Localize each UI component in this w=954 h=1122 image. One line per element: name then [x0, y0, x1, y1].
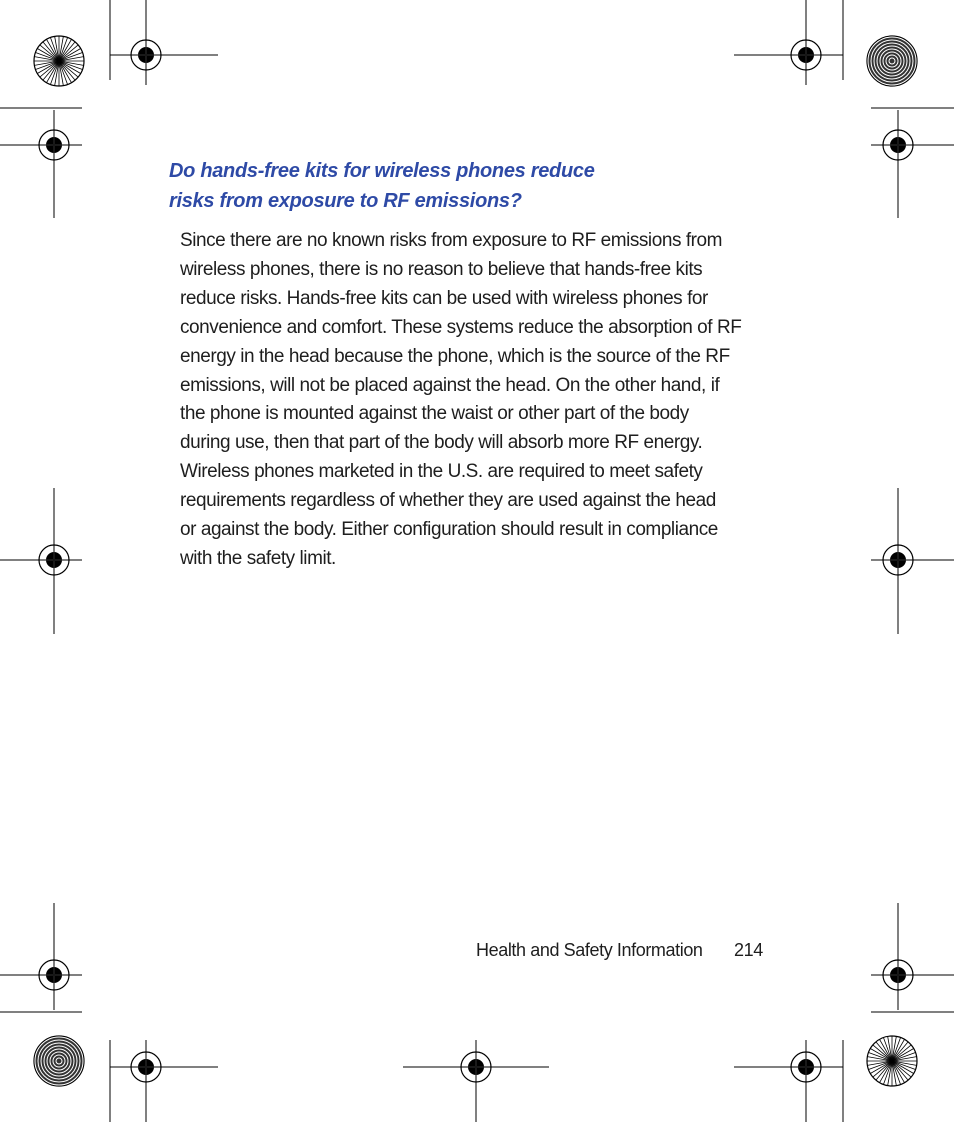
color-target-icon [34, 36, 84, 86]
color-target-icon [867, 36, 917, 86]
color-target-icon [34, 1036, 84, 1086]
paragraph-line: requirements regardless of whether they are used against the head [180, 490, 716, 512]
paragraph-line: wireless phones, there is no reason to believe that hands-free kits [180, 258, 703, 280]
paragraph-line: with the safety limit. [180, 547, 336, 569]
paragraph-line: or against the body. Either configuration should result in compliance [180, 519, 718, 541]
paragraph-line: during use, then that part of the body will absorb more RF energy. [180, 432, 703, 454]
color-target-icon [867, 1036, 917, 1086]
paragraph-line: Since there are no known risks from exposure to RF emissions from [180, 230, 723, 251]
page-number: 214 [734, 940, 763, 960]
paragraph-line: energy in the head because the phone, which is the source of the RF [180, 345, 730, 367]
question-heading-line-1: Do hands-free kits for wireless phones reduce [169, 160, 595, 182]
paragraph-line: the phone is mounted against the waist or other part of the body [180, 403, 689, 425]
paragraph-line: Wireless phones marketed in the U.S. are required to meet safety [180, 461, 703, 483]
question-heading [169, 156, 689, 216]
footer-section-title: Health and Safety Information [476, 940, 703, 960]
answer-paragraph [180, 227, 770, 574]
paragraph-line: convenience and comfort. These systems reduce the absorption of RF [180, 316, 742, 338]
paragraph-line: reduce risks. Hands-free kits can be used with wireless phones for [180, 287, 708, 309]
paragraph-line: emissions, will not be placed against the head. On the other hand, if [180, 374, 720, 396]
question-heading-line-2: risks from exposure to RF emissions? [169, 190, 522, 212]
